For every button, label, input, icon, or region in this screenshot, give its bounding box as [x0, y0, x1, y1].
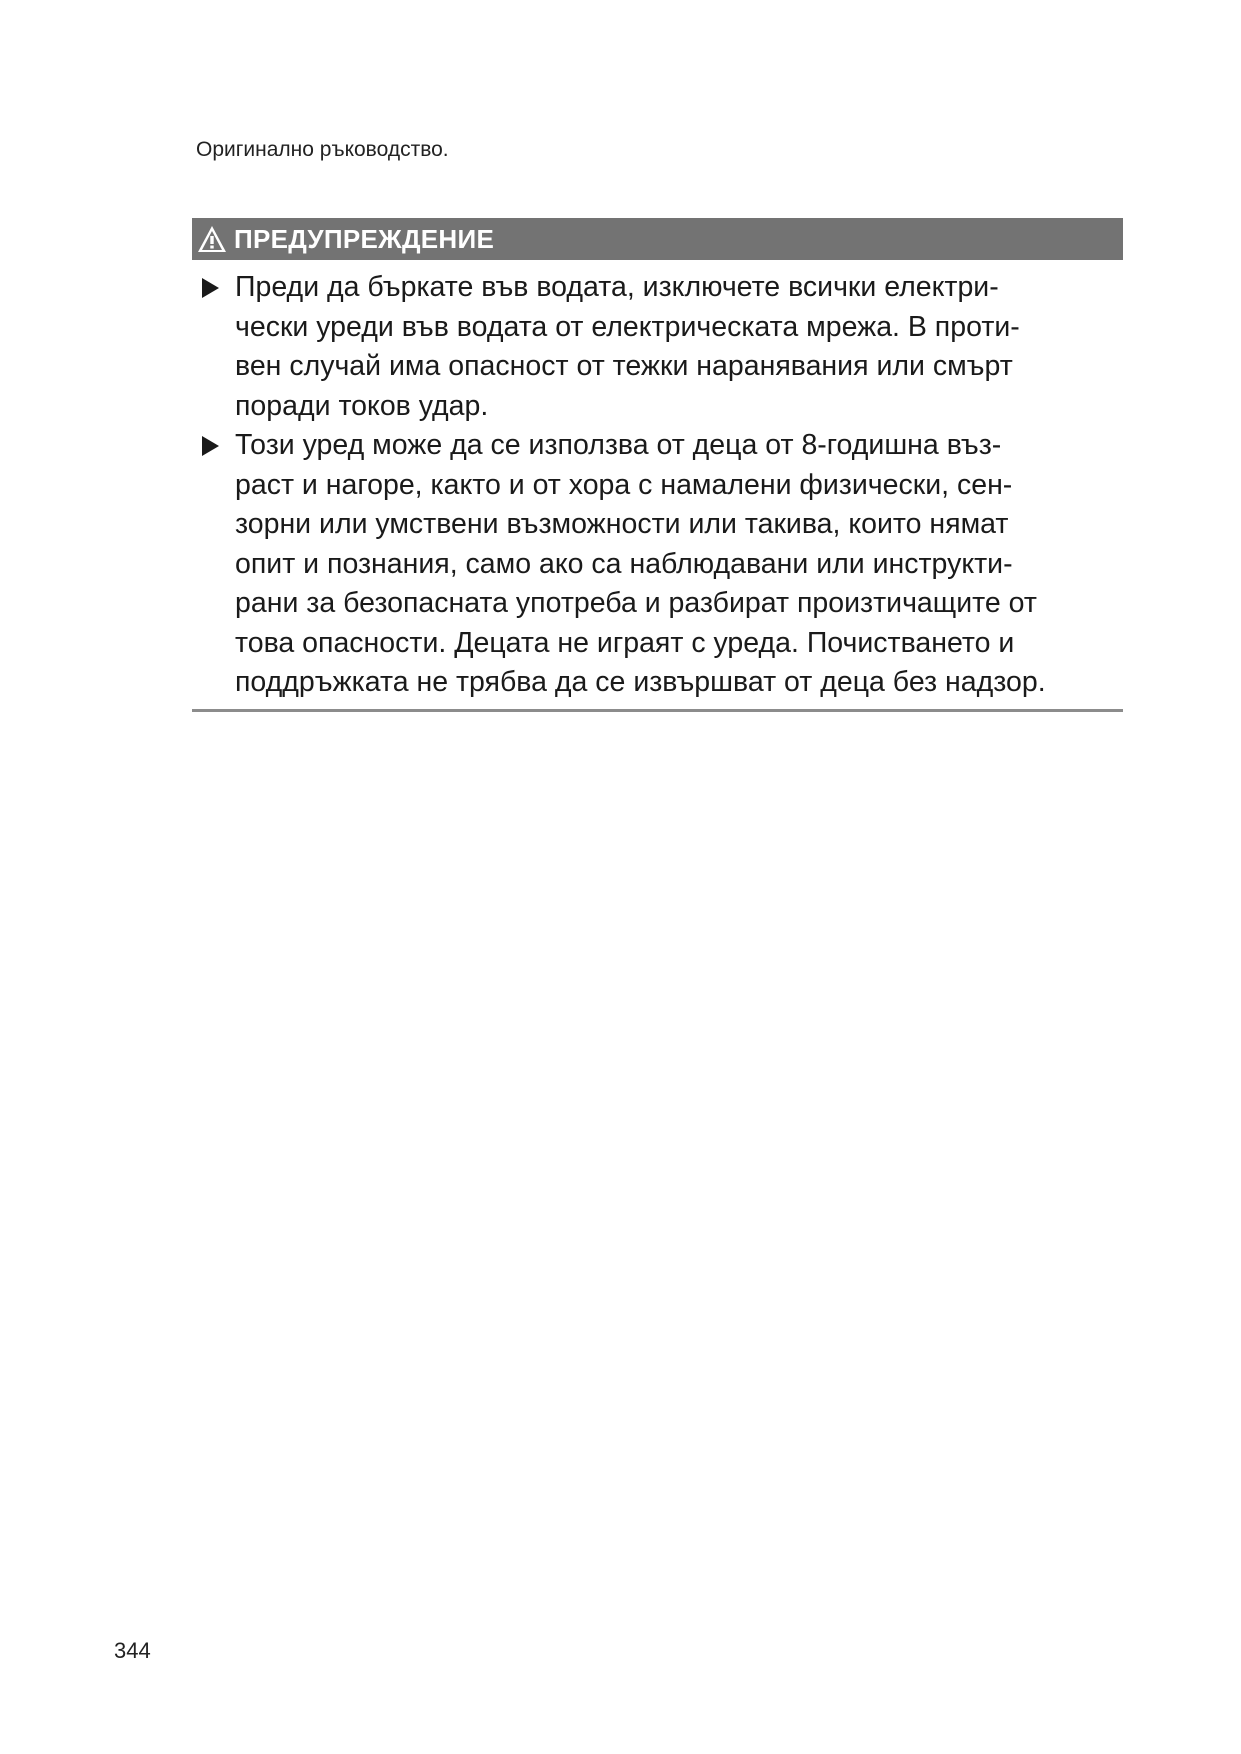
warning-line: вен случай има опасност от тежки наранявания или смърт: [235, 350, 1013, 382]
document-subtitle: Оригинално ръководство.: [196, 138, 449, 161]
warning-bottom-rule: [192, 709, 1123, 712]
warning-box: [192, 218, 1123, 712]
warning-line: Преди да бъркате във водата, изключете всички електри-: [235, 271, 999, 303]
warning-line: Този уред може да се използва от деца от 8-годишна въз-: [235, 429, 1002, 461]
warning-item: [192, 268, 1123, 426]
triangle-bullet-icon: [202, 436, 219, 456]
warning-item: [192, 426, 1123, 703]
warning-line: раст и нагоре, както и от хора с намалени физически, сен-: [235, 468, 1013, 501]
warning-line: зорни или умствени възможности или такива, които нямат: [235, 508, 1009, 540]
warning-list: [192, 268, 1123, 703]
warning-line: рани за безопасната употреба и разбират произтичащите от: [235, 587, 1037, 619]
warning-line: опит и познания, само ако са наблюдавани или инструкти-: [235, 547, 1013, 580]
warning-triangle-icon: [196, 224, 228, 254]
warning-header: [192, 218, 1123, 260]
page-number: 344: [114, 1638, 151, 1663]
warning-title: ПРЕДУПРЕЖДЕНИЕ: [234, 224, 495, 254]
warning-line: това опасности. Децата не играят с уреда. Почистването и: [235, 626, 1015, 659]
warning-line: поддръжката не трябва да се извършват от деца без надзор.: [235, 666, 1046, 698]
warning-line: чески уреди във водата от електрическата мрежа. В проти-: [235, 310, 1020, 343]
triangle-bullet-icon: [202, 278, 219, 298]
warning-line: поради токов удар.: [235, 389, 489, 422]
